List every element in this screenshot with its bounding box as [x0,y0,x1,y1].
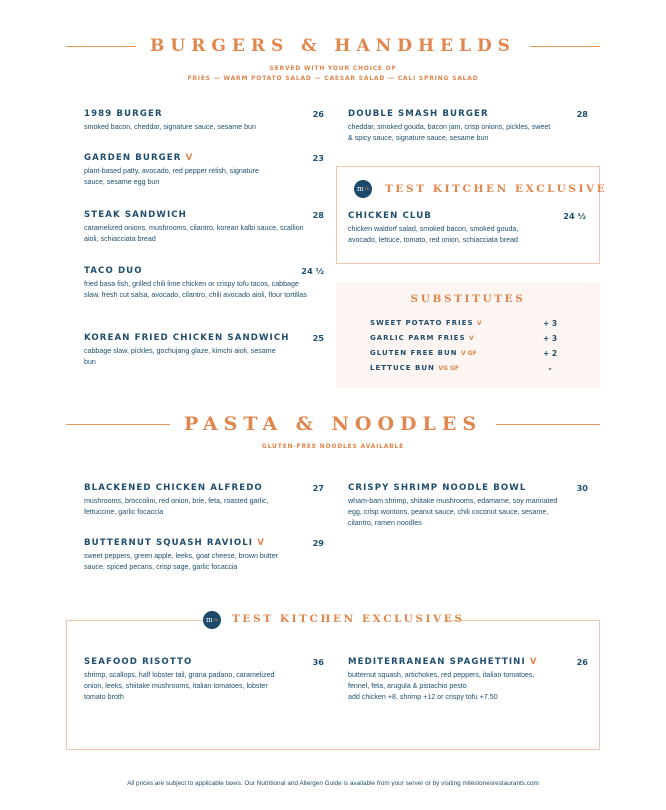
item-price: 26 [576,657,588,667]
menu-item [84,538,324,573]
divider-line [66,46,136,47]
item-price: 28 [576,109,588,119]
substitutes-title: SUBSTITUTES [410,293,526,305]
item-description: cheddar, smoked gouda, bacon jam, crisp onions, pickles, sweet & spicy sauce, signature sauce, sesame bun [348,123,551,142]
substitute-name: LETTUCE BUN VG GF [370,364,459,372]
menu-item [84,266,324,301]
item-description: cabbage slaw, pickles, gochujang glaze, kimchi aioli, sesame bun [84,347,276,366]
substitute-name: GLUTEN FREE BUN V GF [370,349,477,357]
item-description: smoked bacon, cheddar, signature sauce, sesame bun [84,123,256,131]
substitute-row [370,364,570,372]
item-price: 27 [312,483,324,493]
menu-item [84,210,324,245]
milestones-logo-icon: m TK [203,611,221,629]
menu-item [84,483,324,518]
item-price: 30 [576,483,588,493]
substitute-name: GARLIC PARM FRIES V [370,334,474,342]
item-price: 29 [312,538,324,548]
item-price: 24 ½ [563,211,586,221]
item-description: fried basa fish, grilled chili lime chicken or crispy tofu tacos, cabbage slaw, fresh cut salsa, avocado, cilantro, chili avocado aioli, flour tortillas [84,280,307,299]
substitute-price: + 2 [542,349,558,358]
divider-line [66,620,204,621]
section-title: PASTA & NOODLES [183,413,483,435]
item-name: CRISPY SHRIMP NOODLE BOWL [348,483,527,493]
item-description: plant-based patty, avocado, red pepper relish, signature sauce, sesame egg bun [84,167,259,186]
item-name: CHICKEN CLUB [348,211,432,221]
item-name: BLACKENED CHICKEN ALFREDO [84,483,263,493]
vegetarian-tag: V [257,538,264,548]
menu-item [348,211,586,246]
item-price: 24 ½ [301,266,324,276]
test-kitchen-box [336,166,608,264]
item-description: shrimp, scallops, half lobster tail, grana padano, caramelized onion, leeks, shiitake mushrooms, italian tomatoes, lobster tomato broth [84,671,275,701]
item-name: MEDITERRANEAN SPAGHETTINI V [348,657,537,667]
item-price: 36 [312,657,324,667]
item-name: GARDEN BURGER V [84,153,193,163]
substitute-row [370,334,570,342]
menu-item [84,153,324,188]
substitute-row [370,319,570,327]
test-kitchen-title: TEST KITCHEN EXCLUSIVES [232,613,465,625]
menu-item [348,657,588,703]
item-price: 25 [312,333,324,343]
item-name: STEAK SANDWICH [84,210,187,220]
item-name: KOREAN FRIED CHICKEN SANDWICH [84,333,290,343]
menu-item [348,109,588,144]
item-description: sweet peppers, green apple, leeks, goat cheese, brown butter sauce, spiced pecans, crisp sage, garlic focaccia [84,552,279,571]
menu-item [348,483,588,529]
vegetarian-tag: V [185,153,193,163]
section-title: BURGERS & HANDHELDS [150,36,516,56]
side-options: FRIES — WARM POTATO SALAD — CAESAR SALAD — CALI SPRING SALAD [187,75,479,82]
substitute-price: + 3 [542,319,558,328]
served-with-note: SERVED WITH YOUR CHOICE OF [269,65,397,72]
section-header-pasta [66,413,600,435]
item-name: SEAFOOD RISOTTO [84,657,193,667]
item-description: wham-bam shrimp, shiitake mushrooms, edamame, soy marinated egg, crisp wontons, peanut sauce, chili coconut sauce, sesame, cilantro, ramen noodles [348,497,558,527]
substitute-name: SWEET POTATO FRIES V [370,319,482,327]
divider-line [496,424,600,425]
section-header-burgers [66,36,600,56]
milestones-logo-icon: m TK [354,180,372,198]
item-description: chicken waldorf salad, smoked bacon, smoked gouda, avocado, lettuce, tomato, red onion, schiacciata bread [348,225,519,244]
item-price: 28 [312,210,324,220]
substitutes-box [336,283,600,388]
item-name: DOUBLE SMASH BURGER [348,109,489,119]
item-price: 26 [312,109,324,119]
menu-item [84,657,324,703]
footer-disclaimer: All prices are subject to applicable taxes. Our Nutritional and Allergen Guide is available from your server or by visiting milestonesrestaurants.com [127,780,539,787]
divider-line [446,620,600,621]
item-description: caramelized onions, mushrooms, cilantro, korean kalbi sauce, scallion aioli, schiacciata bread [84,224,304,243]
item-name: BUTTERNUT SQUASH RAVIOLI V [84,538,264,548]
divider-line [530,46,600,47]
item-name: TACO DUO [84,266,143,276]
substitute-price: + 3 [542,334,558,343]
vegetarian-tag: V [529,657,537,667]
item-name: 1989 BURGER [84,109,163,119]
item-description: butternut squash, artichokes, red peppers, italian tomatoes, fennel, feta, arugula & pistachio pesto [348,671,535,690]
gluten-free-note: GLUTEN-FREE NOODLES AVAILABLE [261,443,405,450]
substitute-row [370,349,570,357]
item-price: 23 [312,153,324,163]
item-description: mushrooms, broccolini, red onion, brie, feta, roasted garlic, fettuccine, garlic focaccia [84,497,269,516]
substitute-price: - [548,364,552,373]
item-addon: add chicken +8, shrimp +12 or crispy tofu +7.50 [348,693,498,701]
test-kitchen-title: TEST KITCHEN EXCLUSIVE [385,183,608,195]
menu-item [84,109,324,133]
menu-item [84,333,324,368]
divider-line [66,424,170,425]
